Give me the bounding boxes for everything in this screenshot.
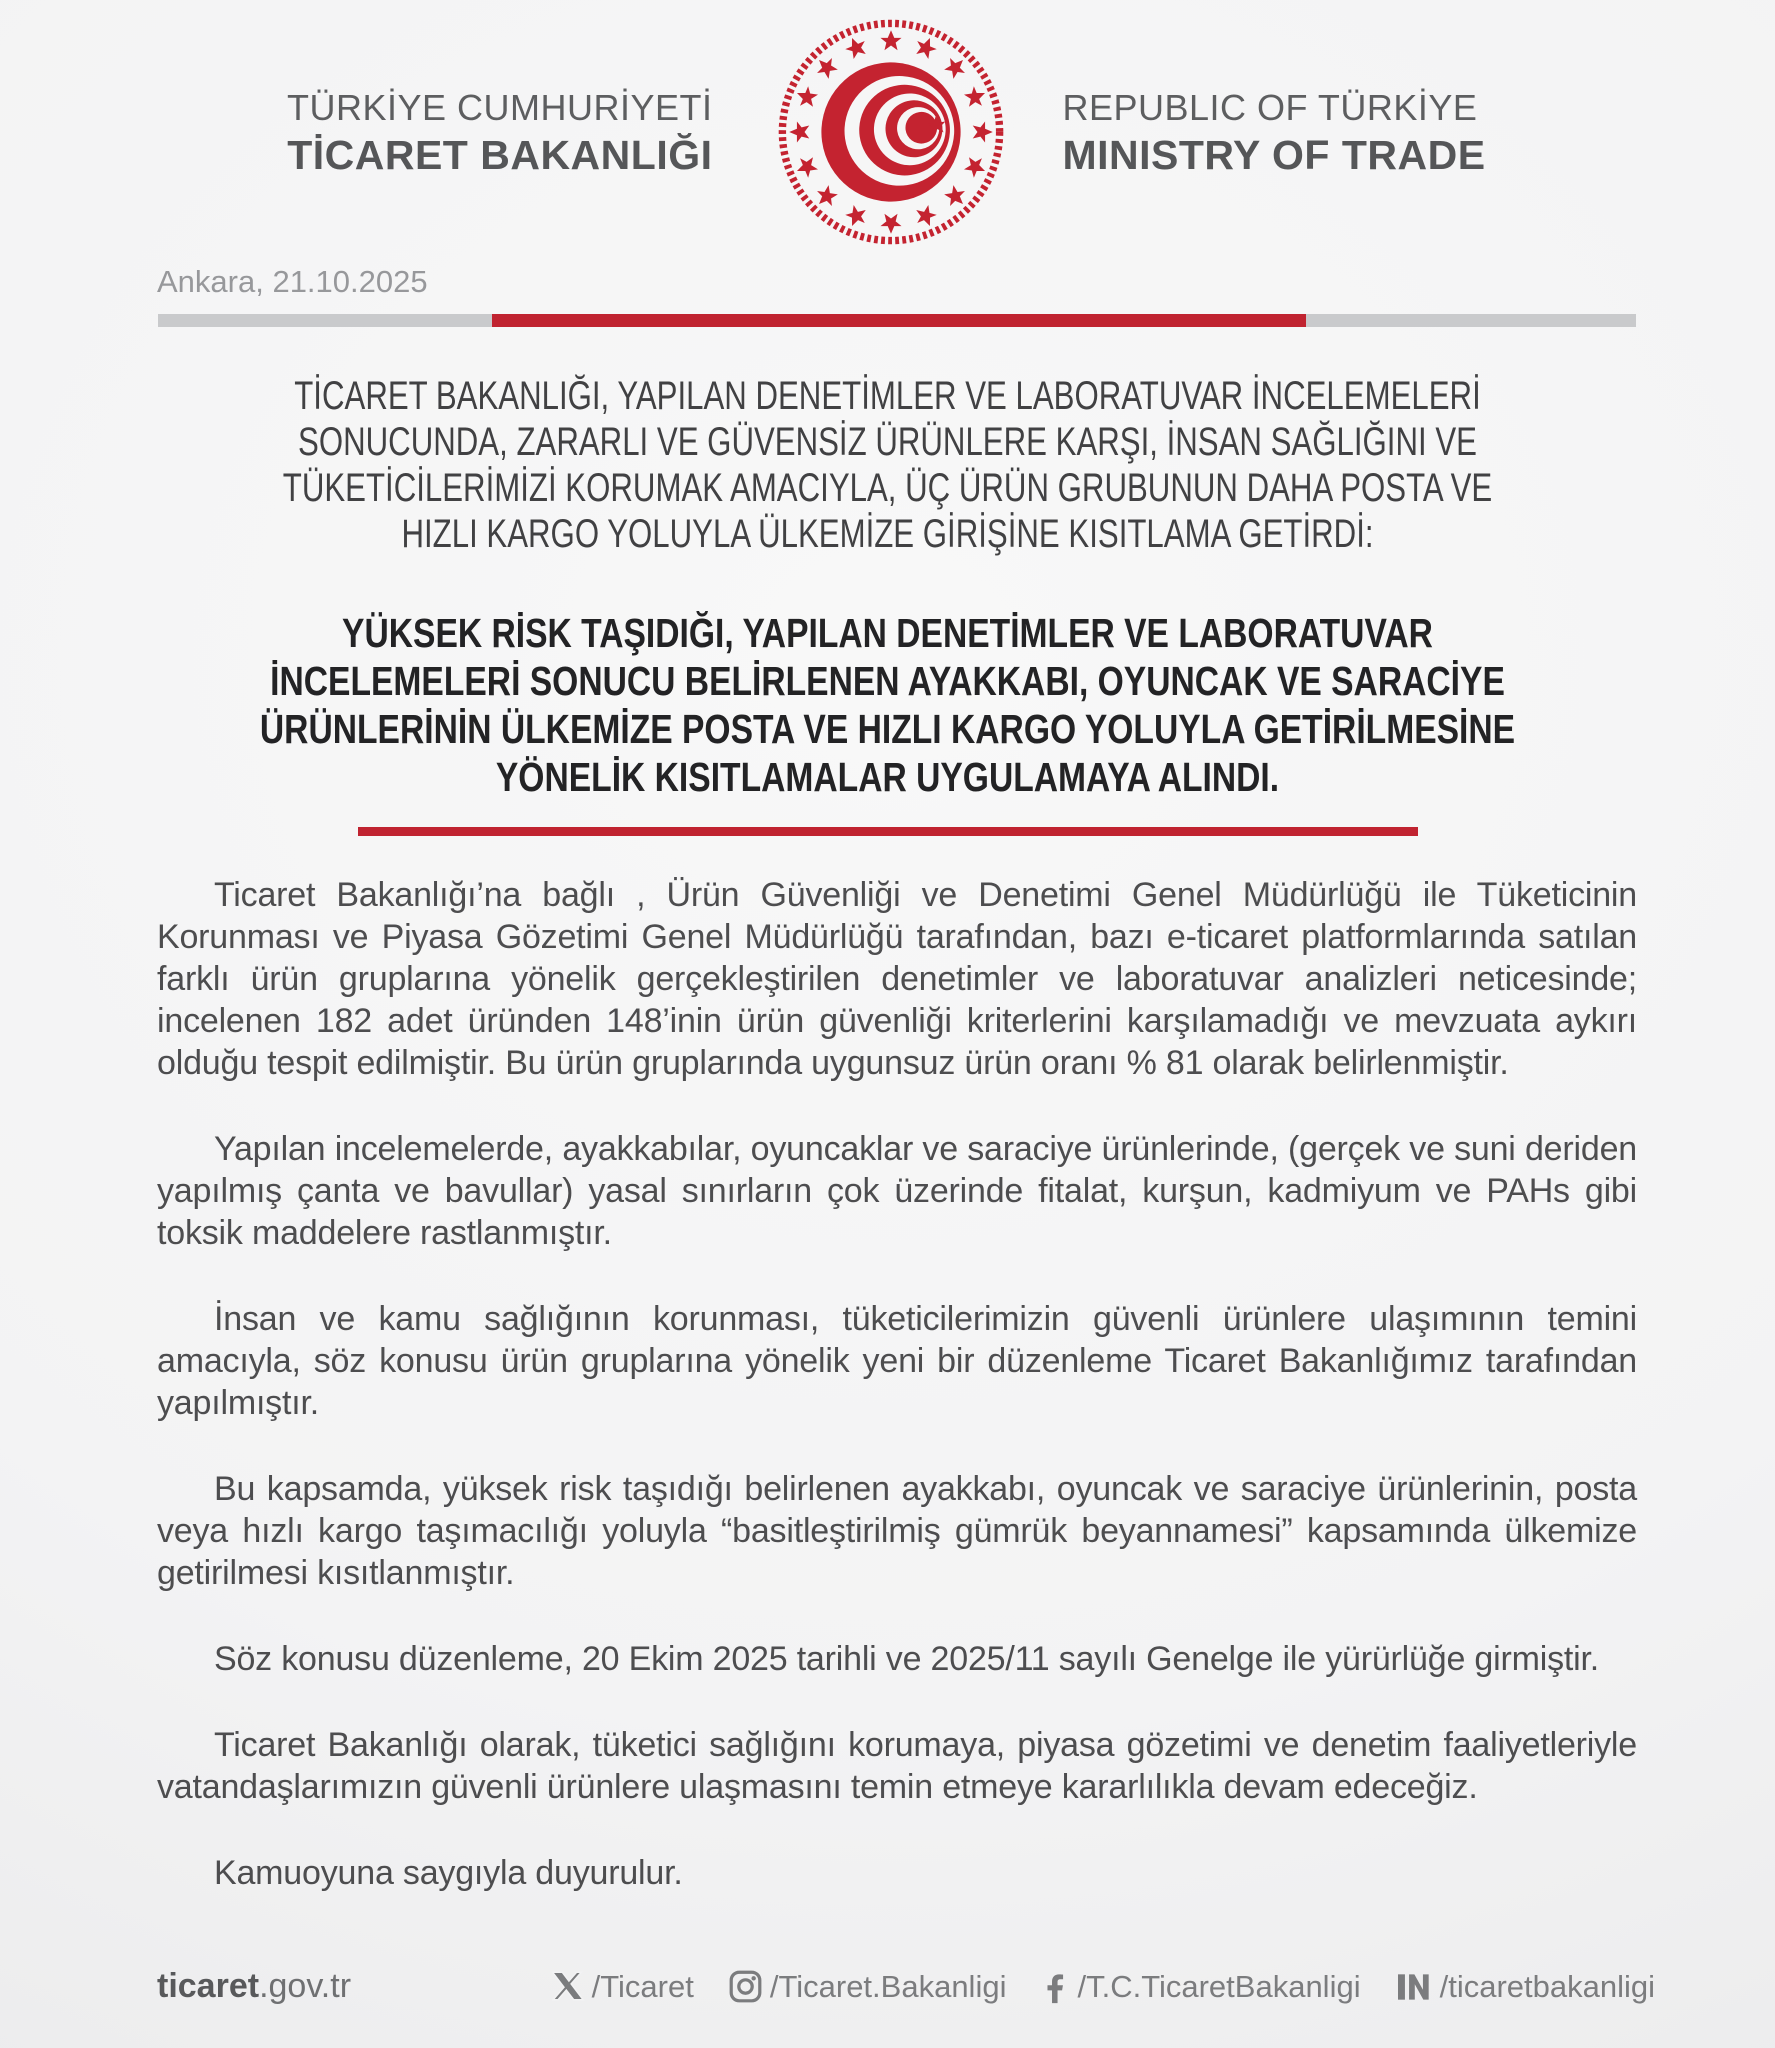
social-handle: /ticaretbakanligi — [1439, 1968, 1655, 2004]
footer — [0, 1967, 1775, 2048]
social-link-instagram[interactable] — [728, 1969, 1007, 2005]
subheadline-line: YÖNELİK KISITLAMALAR UYGULAMAYA ALINDI. — [495, 754, 1280, 800]
paragraph-findings: Yapılan incelemelerde, ayakkabılar, oyuncaklar ve saraciye ürünlerinde, (gerçek ve suni deriden yapılmış çanta ve bavullar) yasal sınırların çok üzerinde fitalat, kurşun, kadmiyum ve PAHs gibi toksik maddelere rastlanmıştır. — [157, 1130, 1637, 1252]
org-country-tr: TÜRKİYE CUMHURİYETİ — [286, 87, 713, 128]
org-ministry-en: MINISTRY OF TRADE — [1062, 132, 1486, 178]
social-handle: /Ticaret — [591, 1968, 694, 2004]
headline-line: TÜKETİCİLERİMİZİ KORUMAK AMACIYLA, ÜÇ ÜRÜN GRUBUNUN DAHA POSTA VE — [282, 466, 1493, 510]
website-rest-part: .gov.tr — [259, 1967, 352, 2005]
paragraph-overview: Ticaret Bakanlığı’na bağlı , Ürün Güvenliği ve Denetimi Genel Müdürlüğü ile Tüketicinin Korunması ve Piyasa Gözetimi Genel Müdürlüğü tarafından, bazı e-ticaret platformlarında satılan farklı ürün gruplarına yönelik gerçekleştirilen denetimler ve laboratuvar analizleri neticesinde; incelenen 182 adet üründen 148’inin ürün güvenliği kriterlerini karşılamadığı ve mevzuata aykırı olduğu tespit edilmiştir. Bu ürün gruplarında uygunsuz ürün oranı % 81 olarak belirlenmiştir. — [157, 876, 1637, 1082]
headline-line: TİCARET BAKANLIĞI, YAPILAN DENETİMLER VE LABORATUVAR İNCELEMELERİ — [294, 374, 1481, 418]
subheadline-line: İNCELEMELERİ SONUCU BELİRLENEN AYAKKABI, OYUNCAK VE SARACİYE — [270, 658, 1505, 704]
paragraph-closing: Kamuoyuna saygıyla duyurulur. — [214, 1854, 683, 1892]
subheadline-line: ÜRÜNLERİNİN ÜLKEMİZE POSTA VE HIZLI KARGO YOLUYLA GETİRİLMESİNE — [259, 706, 1516, 752]
headline — [0, 373, 1775, 557]
website-bold-part: ticaret — [157, 1967, 260, 2005]
x-icon — [552, 1970, 585, 2003]
org-ministry-tr: TİCARET BAKANLIĞI — [287, 132, 713, 178]
subheadline — [0, 609, 1775, 801]
nsosyal-icon — [1395, 1971, 1433, 2003]
header-rule — [158, 314, 1636, 327]
header-rule-red-segment — [492, 314, 1306, 327]
ministry-of-trade-logo — [775, 16, 1007, 248]
social-link-x[interactable] — [552, 1969, 694, 2005]
dateline: Ankara, 21.10.2025 — [157, 264, 428, 299]
paragraph-commitment: Ticaret Bakanlığı olarak, tüketici sağlığını korumaya, piyasa gözetimi ve denetim faaliyetleriyle vatandaşlarımızın güvenli ürünlere ulaşmasını temin etmeye kararlılıkla devam edeceğiz. — [157, 1726, 1637, 1806]
paragraph-regulation-date: Söz konusu düzenleme, 20 Ekim 2025 tarihli ve 2025/11 sayılı Genelge ile yürürlüğe girmiştir. — [214, 1640, 1599, 1678]
body-copy — [157, 874, 1637, 1938]
headline-line: HIZLI KARGO YOLUYLA ÜLKEMİZE GİRİŞİNE KISITLAMA GETİRDİ: — [401, 512, 1374, 556]
paragraph-restriction: Bu kapsamda, yüksek risk taşıdığı belirlenen ayakkabı, oyuncak ve saraciye ürünlerinin, posta veya hızlı kargo taşımacılığı yoluyla “basitleştirilmiş gümrük beyannamesi” kapsamında ülkemize getirilmesi kısıtlanmıştır. — [157, 1470, 1637, 1592]
social-links — [552, 1969, 1655, 2005]
instagram-icon — [728, 1969, 763, 2004]
website-link[interactable] — [157, 1967, 351, 2006]
subheadline-line: YÜKSEK RİSK TAŞIDIĞI, YAPILAN DENETİMLER VE LABORATUVAR — [342, 610, 1433, 656]
social-handle: /T.C.TicaretBakanligi — [1077, 1968, 1361, 2004]
header-org-tr — [0, 85, 775, 179]
facebook-icon — [1040, 1970, 1070, 2004]
paragraph-purpose: İnsan ve kamu sağlığının korunması, tüketicilerimizin güvenli ürünlere ulaşımının temini amacıyla, söz konusu ürün gruplarına yönelik yeni bir düzenleme Ticaret Bakanlığımız tarafından yapılmıştır. — [157, 1300, 1637, 1422]
header-org-en — [1007, 85, 1775, 179]
ministry-emblem-icon — [775, 16, 1007, 248]
social-link-facebook[interactable] — [1040, 1969, 1360, 2005]
social-link-nsosyal[interactable] — [1395, 1969, 1655, 2005]
header — [0, 0, 1775, 258]
headline-line: SONUCUNDA, ZARARLI VE GÜVENSİZ ÜRÜNLERE KARŞI, İNSAN SAĞLIĞINI VE — [298, 420, 1477, 464]
red-divider — [358, 827, 1418, 836]
org-country-en: REPUBLIC OF TÜRKİYE — [1062, 87, 1478, 128]
social-handle: /Ticaret.Bakanligi — [769, 1968, 1007, 2004]
crescent-disc — [812, 53, 969, 210]
